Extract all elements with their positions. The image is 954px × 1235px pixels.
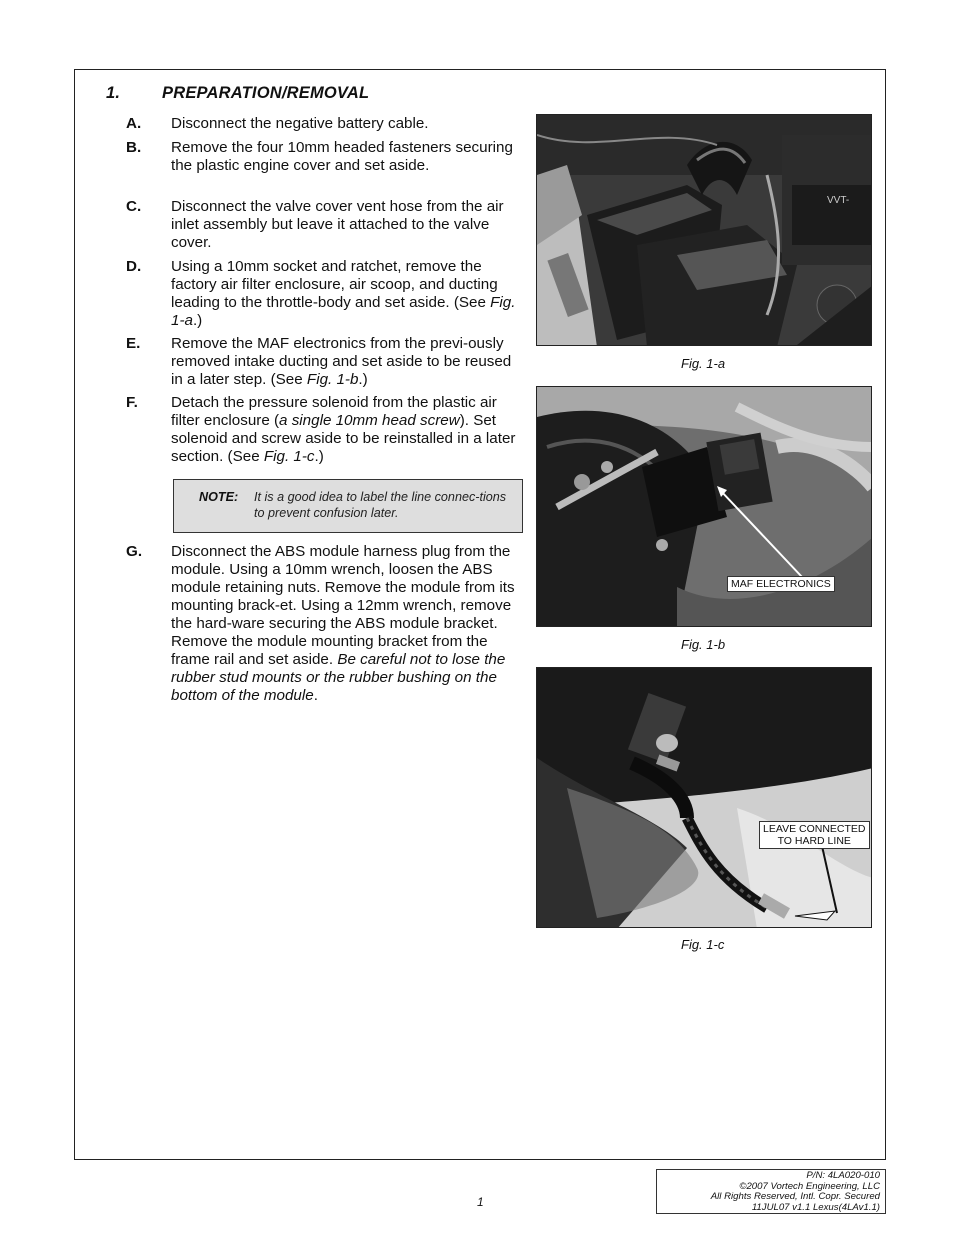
figure-1b-caption: Fig. 1-b <box>681 637 726 652</box>
copyright: ©2007 Vortech Engineering, LLC <box>739 1180 880 1192</box>
step-text: Remove the four 10mm headed fasteners securing the plastic engine cover and set aside. <box>171 139 513 174</box>
step-text: Detach the pressure solenoid from the plastic air filter enclosure (a single 10mm head screw). Set solenoid and screw aside to be reinstalled in a later section. (See Fig. 1-c.) <box>171 394 516 465</box>
step-d <box>126 258 526 330</box>
part-number: P/N: 4LA020-010 <box>806 1170 880 1181</box>
step-letter: D. <box>126 258 142 275</box>
step-e <box>126 335 526 389</box>
step-g <box>126 543 526 705</box>
step-text: Disconnect the valve cover vent hose from the air inlet assembly but leave it attached to the valve cover. <box>171 198 504 251</box>
section-title: PREPARATION/REMOVAL <box>162 84 370 102</box>
figure-1c-photo <box>536 667 872 928</box>
figure-reference: Fig. 1-c <box>263 448 315 465</box>
step-letter: B. <box>126 139 142 156</box>
solenoid-hose-image <box>537 668 872 928</box>
footer-info <box>656 1169 886 1214</box>
note-box <box>173 479 523 533</box>
figure-reference: Fig. 1-a <box>171 294 516 329</box>
step-c <box>126 198 526 252</box>
note-label: NOTE: <box>199 490 239 504</box>
section-heading <box>106 84 369 103</box>
figure-1c-caption: Fig. 1-c <box>681 937 725 952</box>
step-a <box>126 115 526 133</box>
step-letter: C. <box>126 198 142 215</box>
section-number: 1. <box>106 84 121 102</box>
maf-electronics-label: MAF ELECTRONICS <box>727 576 835 592</box>
step-text: Remove the MAF electronics from the previ-ously removed intake ducting and set aside to be reused in a later step. (See Fig. 1-b.) <box>171 335 512 388</box>
step-letter: A. <box>126 115 142 132</box>
figure-reference: Fig. 1-b <box>306 371 359 388</box>
figure-1a-caption: Fig. 1-a <box>681 356 726 371</box>
leave-connected-label: LEAVE CONNECTED TO HARD LINE <box>759 821 870 849</box>
step-letter: G. <box>126 543 143 560</box>
step-letter: F. <box>126 394 138 411</box>
revision: 11JUL07 v1.1 Lexus(4LAv1.1) <box>751 1201 880 1213</box>
warning-text: Be careful not to lose the rubber stud mounts or the rubber bushing on the bottom of the module <box>171 651 506 704</box>
figure-1a-photo <box>536 114 872 346</box>
step-f <box>126 394 526 466</box>
engine-bay-image <box>537 115 872 346</box>
vvt-badge: VVT- <box>827 195 850 206</box>
page-number: 1 <box>477 1195 484 1209</box>
step-text: Disconnect the negative battery cable. <box>171 115 429 132</box>
step-letter: E. <box>126 335 141 352</box>
emphasis-text: a single 10mm head screw <box>279 412 460 429</box>
rights-notice: All Rights Reserved, Intl. Copr. Secured <box>710 1191 880 1203</box>
step-text: Using a 10mm socket and ratchet, remove the factory air filter enclosure, air scoop, and ducting leading to the throttle-body and set aside. (See Fig. 1-a.) <box>171 258 516 329</box>
note-text: It is a good idea to label the line connec-tions to prevent confusion later. <box>254 490 507 520</box>
step-b <box>126 139 526 175</box>
step-text: Disconnect the ABS module harness plug from the module. Using a 10mm wrench, loosen the ABS module retaining nuts. Remove the module from its mounting brack-et. Using a 12mm wrench, remove the hard-ware securing the ABS module bracket. Remove the module mounting bracket from the frame rail and set aside. Be careful not to lose the rubber stud mounts or the rubber bushing on the bottom of the module. <box>171 543 515 704</box>
